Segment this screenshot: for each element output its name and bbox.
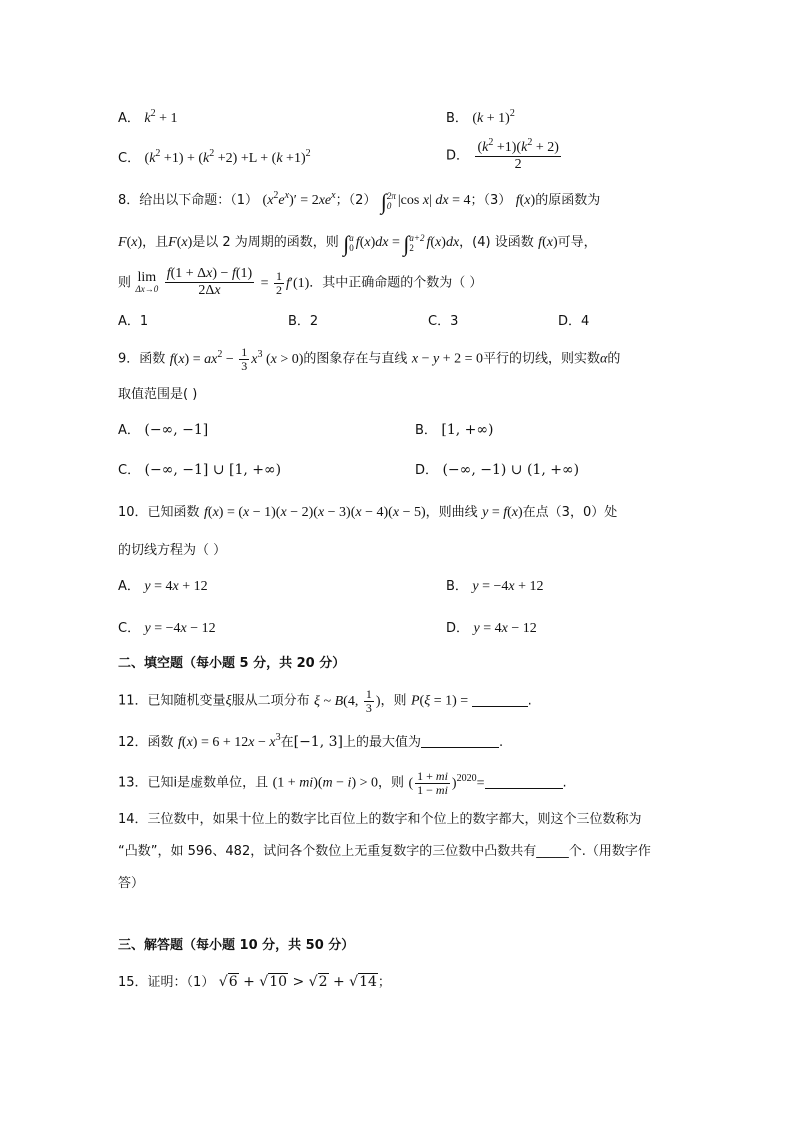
math-symbol: α [600,351,608,367]
option-label: D． [446,148,470,164]
math-expression: y = −4x − 12 [144,621,216,636]
option-label: A． [118,579,140,594]
option-label: B． [446,111,468,126]
q7-option-d [446,137,563,173]
math-integral: ∫ 2π 0 |cos x| dx = 4 [380,189,471,214]
q9-line-1 [118,346,620,373]
q13 [118,770,567,797]
question-text: 的图象存在与直线 [303,351,408,367]
question-text: 在 [280,735,294,750]
question-text: ，(4) 设函数 [459,235,534,250]
q10-option-d [446,618,537,639]
question-number: 11． [118,693,148,709]
math-expression: (1 + mi)(m − i) > 0 [272,775,378,791]
math-fraction: $\frac{(k^2 +1)(k^2 + 2)}{2}$ [477,137,559,172]
option-label: C． [118,151,141,166]
math-expression: x − y + 2 = 0 [411,351,483,367]
q8-line-3 [118,266,482,299]
math-expression: (−∞, −1] [144,422,209,438]
q9-line-2 [118,384,197,405]
option-label: D． [415,463,439,478]
math-limit: lim Δx→0 [135,270,159,294]
math-expression: P(ξ = 1) = [410,693,472,709]
math-expression: f(x) [538,235,558,250]
q14-line-3: 答） [118,876,145,891]
math-expression: ξ ~ B(4, $\frac{1}{3}$ ) [314,687,381,715]
math-expression: (−∞, −1] ∪ [1, +∞) [144,462,282,478]
q8-option-c: C．3 [428,314,459,329]
q9-option-b [415,420,494,441]
question-number: 15． [118,975,148,990]
q9-option-c [118,460,281,481]
answer-blank[interactable] [472,692,528,707]
math-expression: F(x) [168,235,193,250]
q10-line-2 [118,540,226,561]
q11 [118,688,532,715]
math-expression: $(k + 1)^2$ [472,108,515,126]
q8-line-1 [118,190,600,212]
q8-option-d: D．4 [558,314,590,329]
option-label: C． [118,621,141,636]
math-expression: = $\frac{1}{2}$ f′(1) [260,268,310,297]
q7-option-b [446,108,515,129]
q14-line-1: 14．三位数中，如果十位上的数字比百位上的数字和个位上的数字都大，则这个三位数称为 [118,812,642,827]
option-label: A． [118,111,140,126]
q15 [118,972,391,993]
q12 [118,732,503,753]
math-integral: ∫ a 0 f(x)dx = ∫ a+2 2 f(x)dx [343,231,460,256]
q8-option-a: A．1 [118,314,149,329]
question-text: ，则 [380,693,407,709]
option-label: A． [118,423,140,438]
question-number: 12． [118,735,148,750]
math-expression: f(x) = (x − 1)(x − 2)(x − 3)(x − 4)(x − 5) [204,505,426,520]
math-expression: ( $\frac{1 + mi}{1 - mi}$ )$^{2020}$= [408,769,485,797]
question-text: ，且 [142,235,169,250]
question-text: 在点（3，0）处 [522,505,618,520]
question-text: 可导， [557,235,597,250]
q10-line-1 [118,502,617,523]
q8-line-2 [118,232,597,254]
q9-option-d [415,460,579,481]
math-expression: [1, +∞) [441,422,494,438]
q10-option-c [118,618,216,639]
question-text: . [499,735,504,750]
question-text: ，则 [378,775,405,791]
question-text: 的 [607,351,621,367]
question-number: 9． [118,351,140,367]
q7-option-a [118,108,177,129]
section-3-title: 三、解答题（每小题 10 分，共 50 分） [118,938,355,953]
question-number: 10． [118,505,148,520]
question-text: . [562,775,567,791]
q7-option-c [118,148,311,169]
question-text: 已知随机变量 [147,693,226,709]
q10-option-b [446,576,544,597]
math-expression: y = f(x) [482,505,523,520]
answer-blank[interactable] [485,774,563,789]
math-expression: $(x^2e^x)' = 2xe^x$ [262,190,336,208]
question-text: 是以 2 为周期的函数，则 [192,235,339,250]
math-expression: [−1, 3] [293,734,343,750]
q9-option-a [118,420,208,441]
question-number: 13． [118,775,148,791]
q10-option-a [118,576,208,597]
question-text: 取值范围是( ) [118,387,198,402]
question-text: 给出以下命题：（1） [139,193,259,208]
math-expression: $f(x) = ax^2$ − $\frac{1}{3}$ $x^3$ (x > 0) [169,345,304,373]
question-text: 的切线方程为（ ） [118,543,227,558]
question-text: 证明：（1） [147,975,215,990]
math-expression: y = 4x − 12 [473,621,537,636]
question-text: 的原函数为 [535,193,601,208]
math-expression: y = 4x + 12 [144,579,208,594]
option-label: C． [118,463,141,478]
question-text: ；（2） [335,193,377,208]
math-expression: $(k^2 +1) + (k^2 +2) +L + (k +1)^2$ [144,148,311,166]
math-expression: $f(x) = 6 + 12x - x^3$ [178,732,281,750]
option-label: B． [415,423,437,438]
question-text: ．其中正确命题的个数为（ ） [309,275,483,291]
question-text: ；（3） [470,193,512,208]
question-text: 平行的切线，则实数 [483,351,601,367]
question-text: 上的最大值为 [342,735,421,750]
question-text: 已知函数 [147,505,200,520]
math-expression: y = −4x + 12 [472,579,544,594]
math-fraction: $\frac{f(1 + \Delta x) - f(1)}{2\Delta x}$ [166,266,253,298]
question-text: 函数 [139,351,166,367]
math-expression: $k^2 + 1$ [144,108,178,126]
q8-option-b: B．2 [288,314,319,329]
question-text: 服从二项分布 [231,693,310,709]
question-text: ； [377,975,391,990]
question-text: 函数 [147,735,174,750]
answer-blank[interactable] [421,733,499,748]
ellipsis-glyph: L [248,151,257,166]
math-expression: √6 + √10 > √2 + √14 [218,974,377,990]
question-text: 已知i是虚数单位，且 [147,775,269,791]
option-label: D． [446,621,470,636]
q14-line-2: “凸数”，如 596、482，试问各个数位上无重复数字的三位数中凸数共有_____个.（用数字作 [118,844,651,859]
question-text: . [527,693,532,709]
section-2-title: 二、填空题（每小题 5 分，共 20 分） [118,656,346,671]
option-label: B． [446,579,468,594]
question-text: ，则曲线 [425,505,478,520]
question-text: 则 [118,275,132,291]
math-expression: f(x) [515,193,536,208]
math-symbol: ξ [225,693,232,709]
question-number: 8． [118,193,140,208]
math-expression: (−∞, −1) ∪ (1, +∞) [442,462,580,478]
math-expression: F(x) [118,235,143,250]
